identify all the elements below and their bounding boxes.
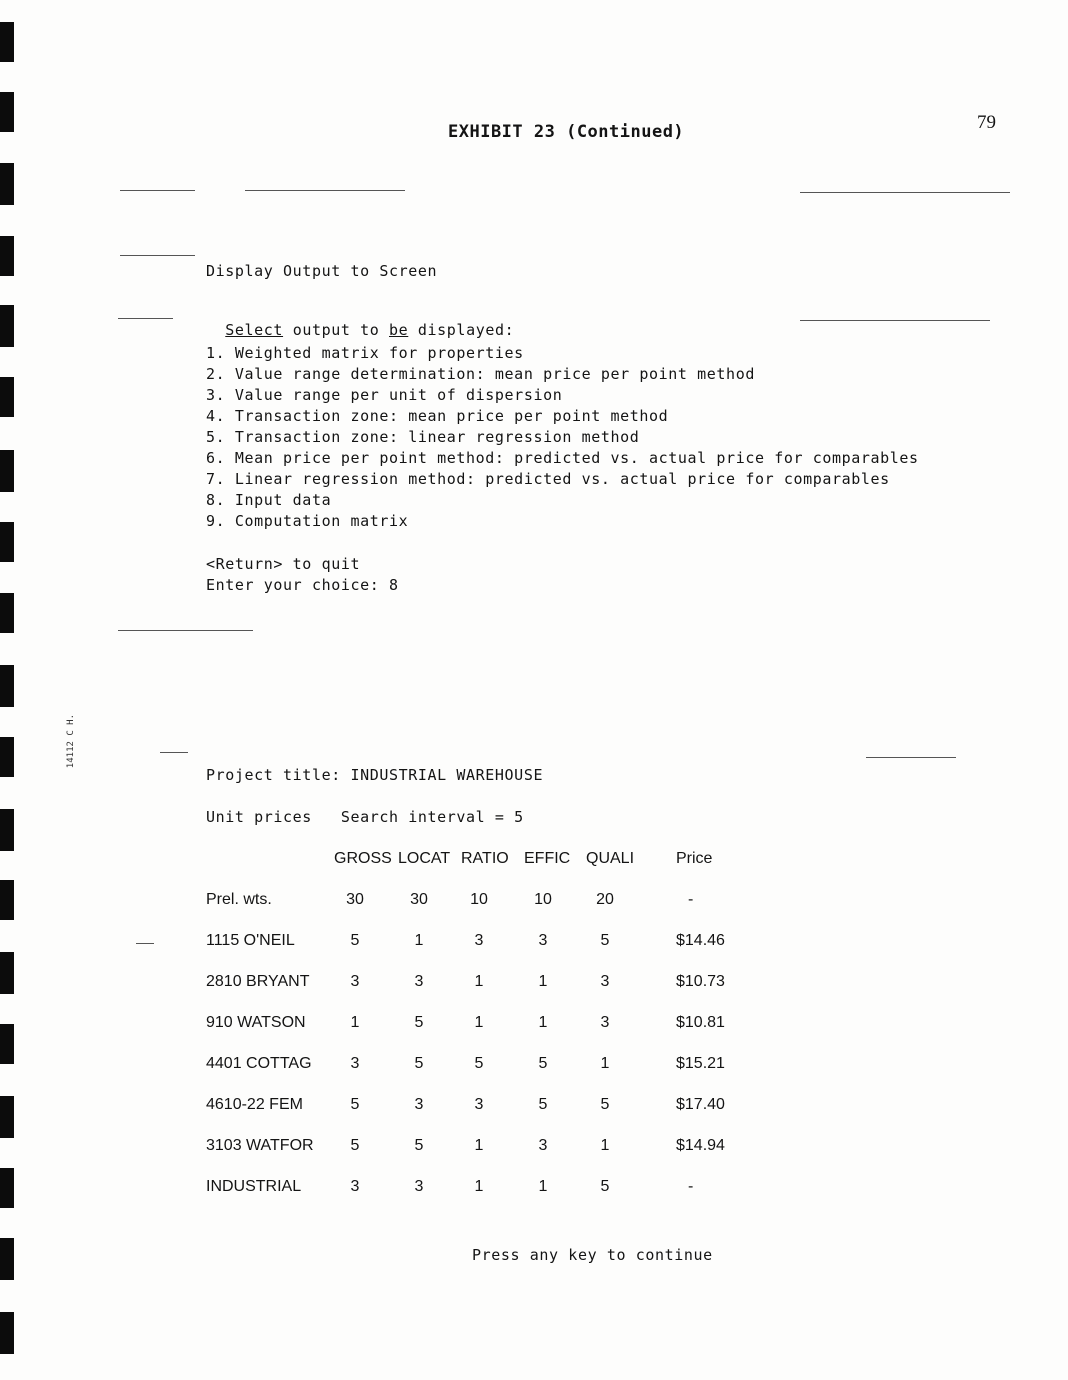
menu-item: 8. Input data	[206, 491, 332, 509]
scan-noise	[120, 190, 195, 191]
scan-noise	[120, 255, 195, 256]
cell-effic: 10	[534, 891, 552, 908]
cell-gross: 5	[350, 1137, 360, 1154]
cell-quali: 5	[600, 932, 610, 949]
continue-prompt: Press any key to continue	[472, 1246, 713, 1264]
cell-locat: 3	[414, 973, 424, 990]
cell-ratio: 10	[470, 891, 488, 908]
binder-mark	[0, 593, 14, 633]
exhibit-title: EXHIBIT 23 (Continued)	[448, 122, 685, 142]
binder-mark	[0, 522, 14, 562]
binder-mark	[0, 1024, 14, 1064]
column-header: GROSS	[334, 850, 392, 867]
column-header: Price	[676, 850, 713, 867]
menu-item: 7. Linear regression method: predicted vs. actual price for comparables	[206, 470, 890, 488]
binder-mark	[0, 236, 14, 276]
cell-ratio: 1	[474, 973, 484, 990]
column-header: QUALI	[586, 850, 635, 867]
column-header: EFFIC	[524, 850, 571, 867]
binder-mark	[0, 450, 14, 492]
binder-mark	[0, 1096, 14, 1138]
binder-mark	[0, 305, 14, 347]
page-number: 79	[977, 112, 996, 133]
cell-gross: 3	[350, 973, 360, 990]
menu-item: 5. Transaction zone: linear regression method	[206, 428, 640, 446]
cell-quali: 20	[596, 891, 614, 908]
cell-price: -	[688, 1178, 694, 1195]
scan-noise	[118, 318, 173, 319]
cell-ratio: 5	[474, 1055, 484, 1072]
menu-item: 9. Computation matrix	[206, 512, 409, 530]
binder-mark	[0, 377, 14, 417]
binder-mark	[0, 92, 14, 132]
scan-noise	[245, 190, 405, 191]
scan-noise	[800, 320, 990, 321]
row-label: 4401 COTTAG	[206, 1055, 312, 1072]
margin-stamp: 14112 C H.	[66, 714, 76, 769]
cell-quali: 3	[600, 1014, 610, 1031]
row-label: 1115 O'NEIL	[206, 932, 295, 949]
menu-item: 3. Value range per unit of dispersion	[206, 386, 563, 404]
cell-ratio: 3	[474, 1096, 484, 1113]
binder-mark	[0, 952, 14, 994]
cell-locat: 30	[410, 891, 428, 908]
cell-effic: 1	[538, 973, 548, 990]
cell-locat: 5	[414, 1137, 424, 1154]
cell-effic: 1	[538, 1014, 548, 1031]
cell-quali: 5	[600, 1178, 610, 1195]
cell-effic: 5	[538, 1096, 548, 1113]
cell-locat: 5	[414, 1014, 424, 1031]
output-menu	[206, 343, 919, 532]
cell-ratio: 1	[474, 1178, 484, 1195]
row-label: 4610-22 FEM	[206, 1096, 303, 1113]
binder-mark	[0, 880, 14, 920]
menu-item: 2. Value range determination: mean price per point method	[206, 365, 755, 383]
row-label: 2810 BRYANT	[206, 973, 310, 990]
cell-locat: 1	[414, 932, 424, 949]
cell-effic: 3	[538, 1137, 548, 1154]
menu-item: 4. Transaction zone: mean price per point method	[206, 407, 669, 425]
unit-prices-line: Unit prices Search interval = 5	[206, 808, 524, 826]
select-word: Select	[225, 321, 284, 339]
cell-effic: 5	[538, 1055, 548, 1072]
column-header: RATIO	[461, 850, 509, 867]
cell-quali: 5	[600, 1096, 610, 1113]
cell-locat: 3	[414, 1178, 424, 1195]
cell-price: $15.21	[676, 1055, 725, 1072]
menu-item: 6. Mean price per point method: predicted vs. actual price for comparables	[206, 449, 919, 467]
scan-noise	[160, 752, 188, 753]
row-label: 910 WATSON	[206, 1014, 306, 1031]
cell-quali: 3	[600, 973, 610, 990]
cell-gross: 3	[350, 1055, 360, 1072]
row-label: Prel. wts.	[206, 891, 272, 908]
cell-ratio: 3	[474, 932, 484, 949]
cell-price: $17.40	[676, 1096, 725, 1113]
select-middle: output to	[283, 321, 390, 339]
cell-gross: 5	[350, 1096, 360, 1113]
cell-gross: 5	[350, 932, 360, 949]
cell-price: $14.46	[676, 932, 725, 949]
column-header: LOCAT	[398, 850, 451, 867]
cell-gross: 30	[346, 891, 364, 908]
cell-gross: 3	[350, 1178, 360, 1195]
be-word: be	[389, 321, 409, 339]
cell-ratio: 1	[474, 1014, 484, 1031]
cell-gross: 1	[350, 1014, 360, 1031]
binder-mark	[0, 1168, 14, 1208]
cell-price: $10.73	[676, 973, 725, 990]
cell-price: -	[688, 891, 694, 908]
binder-mark	[0, 163, 14, 205]
choice-prompt: Enter your choice: 8	[206, 576, 399, 594]
cell-price: $14.94	[676, 1137, 725, 1154]
scan-noise	[800, 192, 1010, 193]
binder-mark	[0, 1238, 14, 1280]
cell-locat: 5	[414, 1055, 424, 1072]
scan-noise	[136, 943, 154, 944]
cell-quali: 1	[600, 1055, 610, 1072]
select-suffix: displayed:	[408, 321, 515, 339]
cell-effic: 3	[538, 932, 548, 949]
project-title: Project title: INDUSTRIAL WAREHOUSE	[206, 766, 544, 784]
binder-mark	[0, 809, 14, 851]
binder-mark	[0, 665, 14, 707]
row-label: 3103 WATFOR	[206, 1137, 314, 1154]
scan-noise	[118, 630, 253, 631]
cell-ratio: 1	[474, 1137, 484, 1154]
binder-mark	[0, 1312, 14, 1354]
cell-locat: 3	[414, 1096, 424, 1113]
scan-noise	[866, 757, 956, 758]
binder-mark	[0, 22, 14, 62]
row-label: INDUSTRIAL	[206, 1178, 302, 1195]
cell-quali: 1	[600, 1137, 610, 1154]
menu-item: 1. Weighted matrix for properties	[206, 344, 524, 362]
cell-effic: 1	[538, 1178, 548, 1195]
binder-mark	[0, 737, 14, 777]
quit-hint: <Return> to quit	[206, 555, 361, 573]
screen-heading: Display Output to Screen	[206, 262, 438, 280]
cell-price: $10.81	[676, 1014, 725, 1031]
select-prompt	[206, 303, 514, 339]
